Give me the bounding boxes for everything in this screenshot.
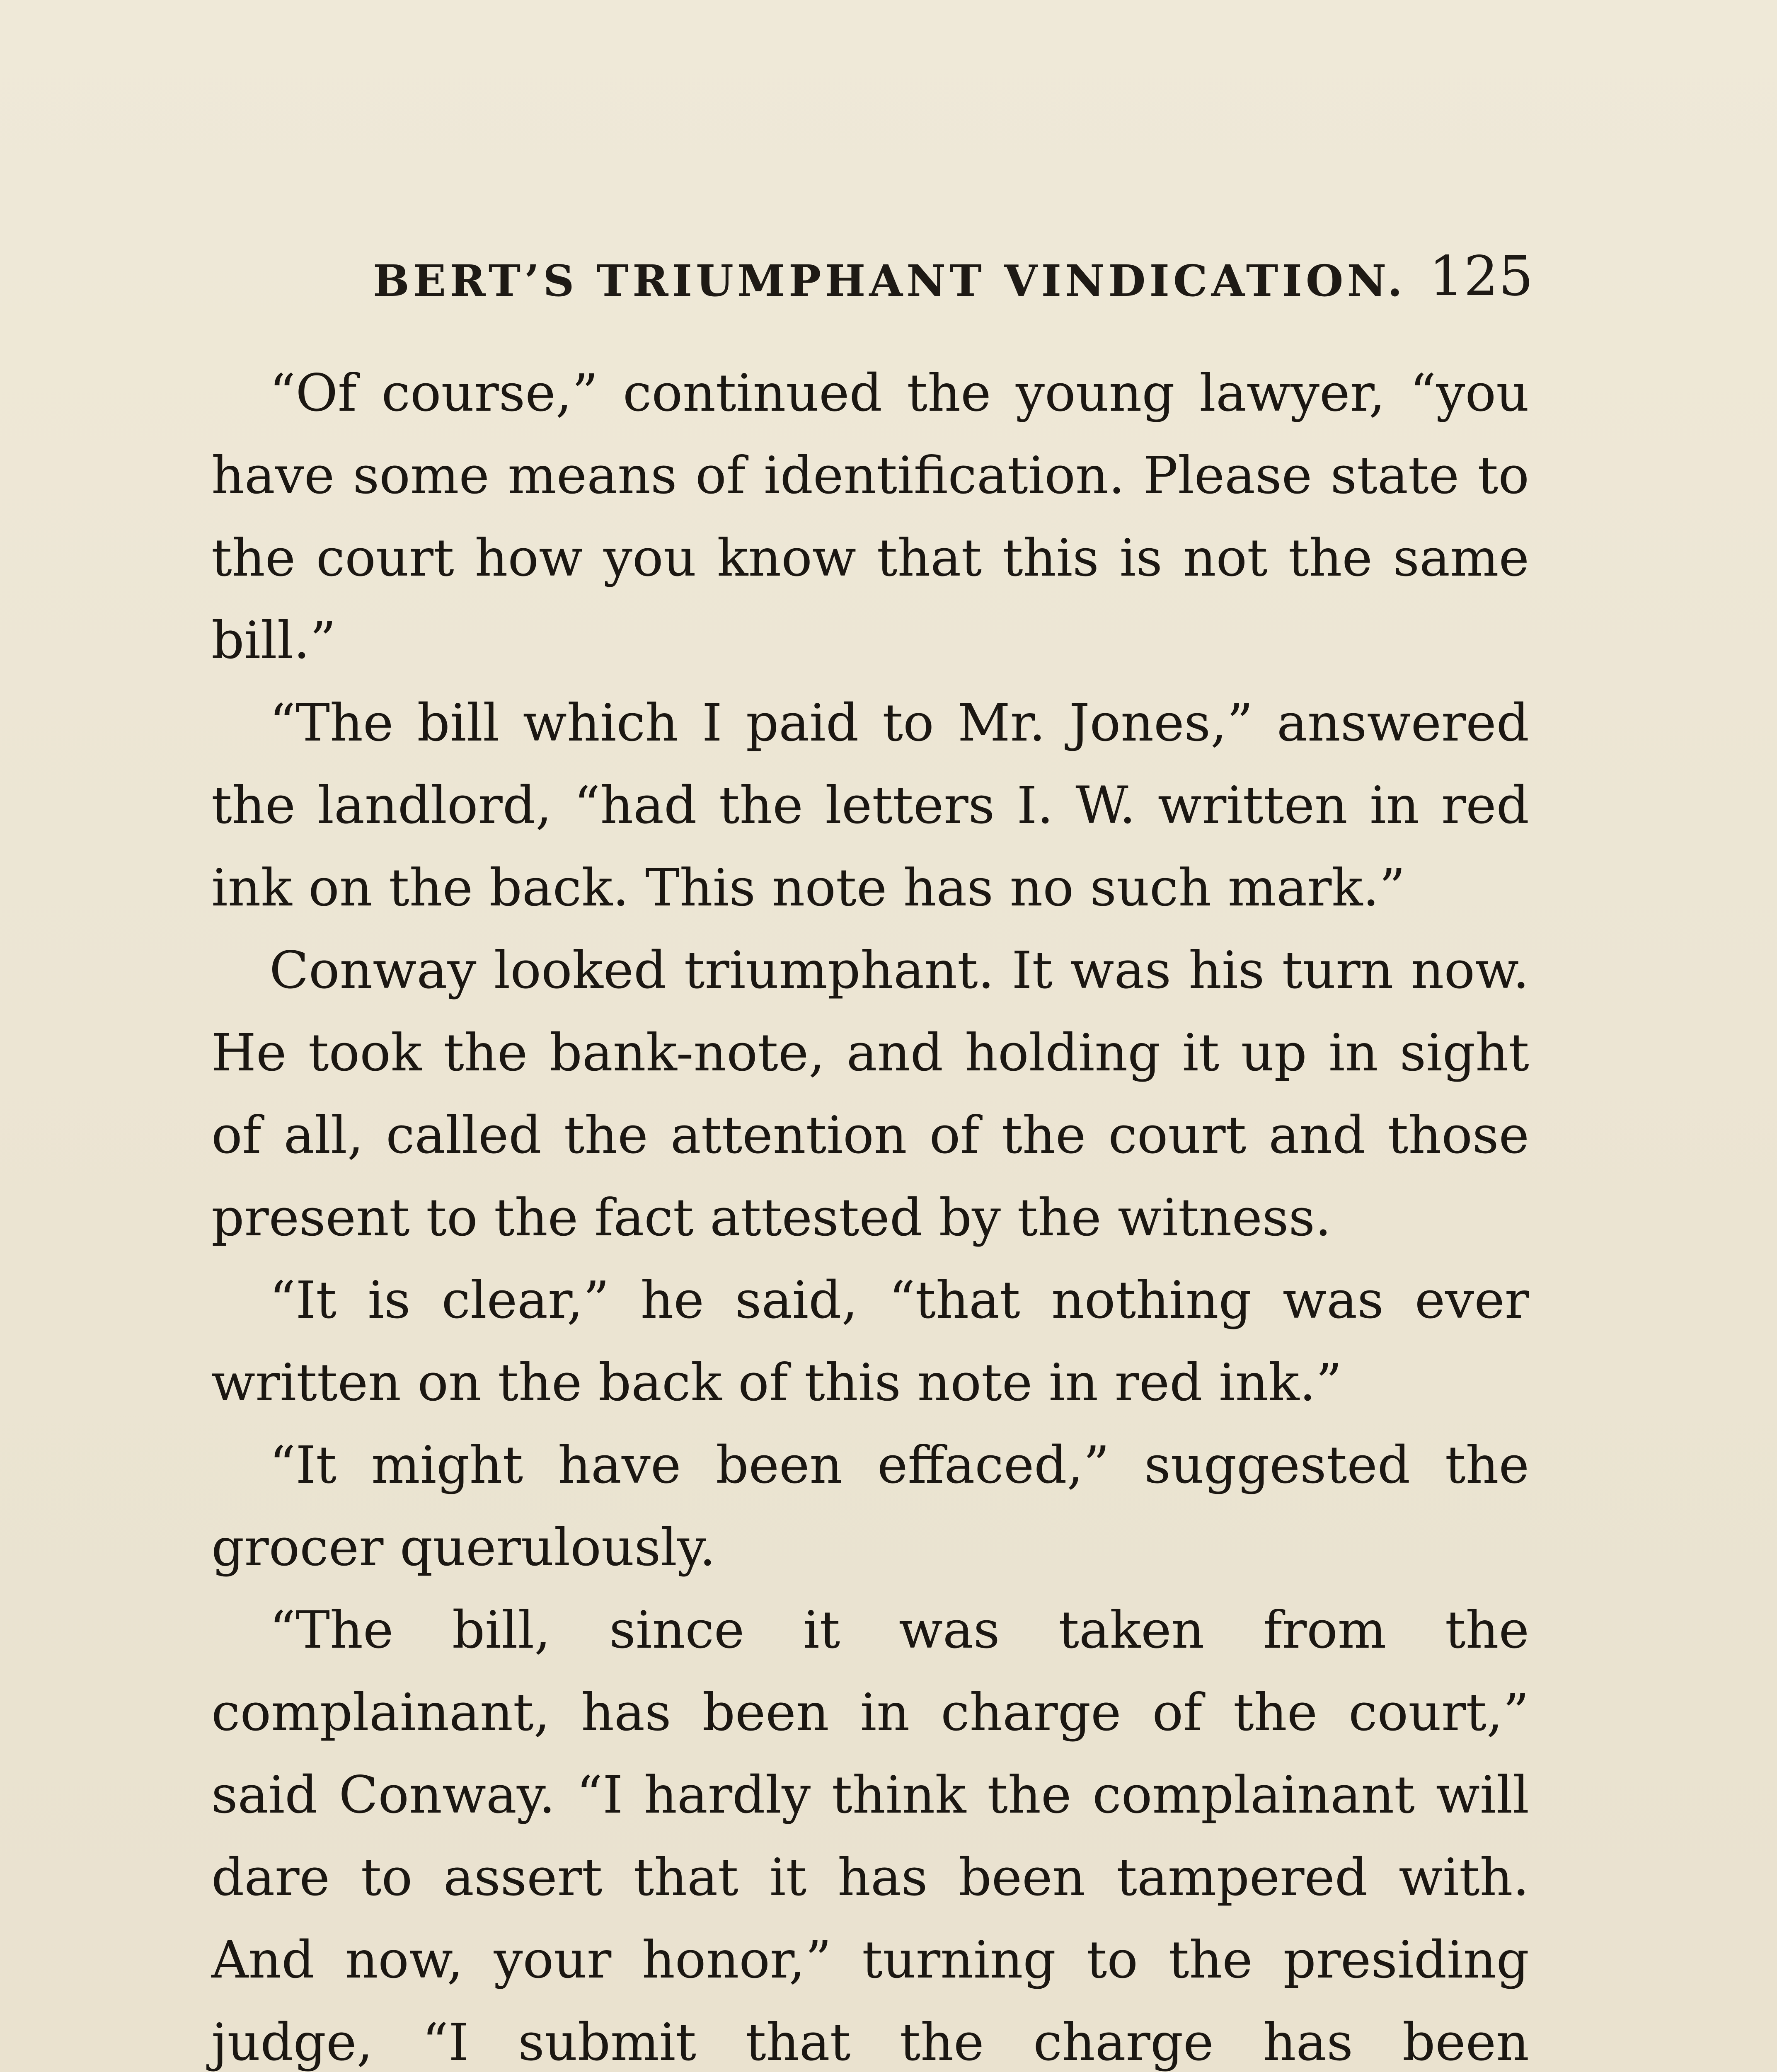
- paragraph-5: “It might have been effaced,” suggested the grocer querulously.: [211, 1435, 1529, 1578]
- page-number: 125: [1429, 244, 1533, 308]
- running-head: [373, 244, 1533, 315]
- paragraph-1: “Of course,” continued the young lawyer, “you have some means of identification. Please state to the court how you know that this is not the same bill.”: [211, 363, 1529, 670]
- paragraph-4: “It is clear,” he said, “that nothing was ever written on the back of this note in red ink.”: [211, 1271, 1529, 1413]
- paragraph-3: Conway looked triumphant. It was his turn now. He took the bank-note, and holding it up in sight of all, called the attention of the court and those present to the fact attested by the witness.: [211, 941, 1529, 1248]
- paragraph-2: “The bill which I paid to Mr. Jones,” answered the landlord, “had the letters I. W. written in red ink on the back. This note has no such mark.”: [211, 693, 1529, 918]
- running-title: BERT’S TRIUMPHANT VINDICATION.: [373, 255, 1407, 306]
- paragraph-6: “The bill, since it was taken from the complainant, has been in charge of the court,” said Conway. “I hardly think the complainant will dare to assert that it has been tampered with. And now, your honor,” turning to the presiding judge, “I submit that the charge has been: [211, 1600, 1529, 2072]
- body-text: [211, 352, 1529, 2072]
